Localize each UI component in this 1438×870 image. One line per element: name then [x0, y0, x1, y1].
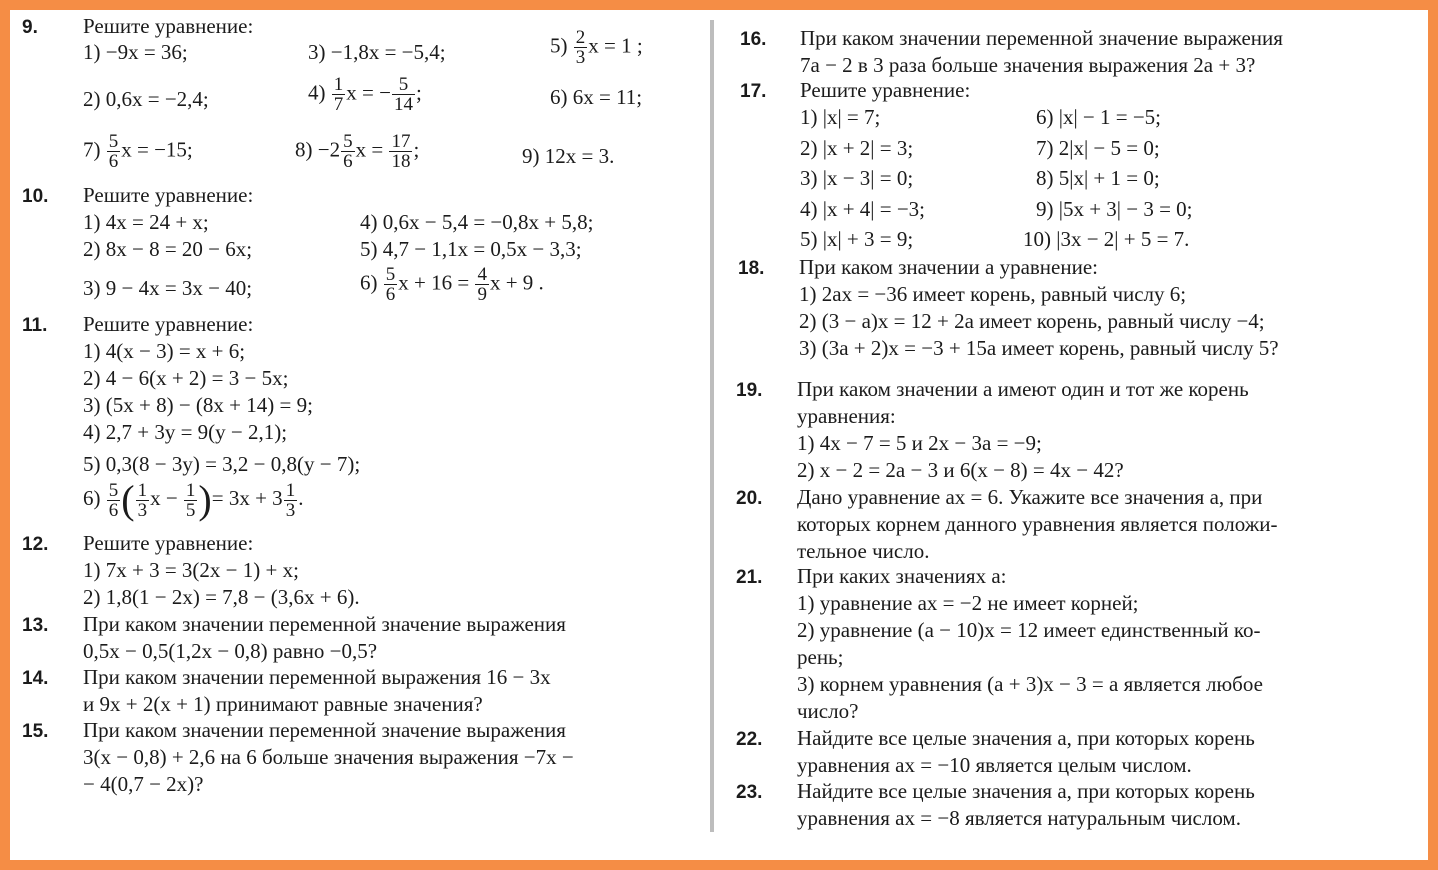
problem-text: 1) 4x − 7 = 5 и 2x − 3a = −9;: [797, 431, 1042, 455]
problem-text: 2) (3 − a)x = 12 + 2a имеет корень, равный числу −4;: [799, 309, 1265, 333]
problem-number: 22.: [736, 729, 763, 750]
equation: 3) 9 − 4x = 3x − 40;: [83, 276, 253, 300]
problem-number: 18.: [738, 258, 765, 279]
equation: 6) $\frac{5}{6}$ x + 16 = $\frac{4}{9}$ x + 9 .: [360, 264, 544, 305]
problem-text: 2) уравнение (a − 10)x = 12 имеет единственный ко-: [797, 618, 1261, 642]
problem-text: уравнения ax = −10 является целым числом.: [797, 753, 1192, 777]
equation: 6) |x| − 1 = −5;: [1036, 105, 1162, 129]
equation: 9) 12x = 3.: [522, 144, 615, 168]
equation: 1) 4x = 24 + x;: [83, 210, 209, 234]
problem-text: 3(x − 0,8) + 2,6 на 6 больше значения выражения −7x −: [83, 745, 574, 769]
equation: 4) 0,6x − 5,4 = −0,8x + 5,8;: [360, 210, 594, 234]
equation: 4) 2,7 + 3y = 9(y − 2,1);: [83, 420, 288, 444]
equation: 5) $\frac{2}{3}$ x = 1 ;: [550, 27, 643, 68]
problem-text: При каких значениях a:: [797, 564, 1007, 588]
equation: 1) 4(x − 3) = x + 6;: [83, 339, 246, 363]
problem-number: 10.: [22, 186, 49, 207]
problem-number: 16.: [740, 29, 767, 50]
problem-text: Дано уравнение ax = 6. Укажите все значения a, при: [797, 485, 1263, 509]
problem-text: При каком значении переменной значение выражения: [83, 612, 566, 636]
problem-number: 11.: [22, 315, 48, 336]
equation: 2) 4 − 6(x + 2) = 3 − 5x;: [83, 366, 289, 390]
problem-number: 9.: [22, 17, 38, 38]
equation: 1) −9x = 36;: [83, 40, 188, 64]
problem-text: При каком значении переменной выражения 16 − 3x: [83, 665, 551, 689]
equation: 8) −2 $\frac{5}{6}$ x = $\frac{17}{18}$ ;: [295, 131, 420, 172]
equation: 4) $\frac{1}{7}$ x = − $\frac{5}{14}$ ;: [308, 74, 422, 115]
equation: 6) $\frac{5}{6}$ ( $\frac{1}{3}$ x − $\frac{1}{5}$ )= 3x + 3 $\frac{1}{3}$ .: [83, 477, 304, 522]
problem-number: 13.: [22, 615, 49, 636]
problem-text: Найдите все целые значения a, при которых корень: [797, 726, 1255, 750]
problem-text: 1) 2ax = −36 имеет корень, равный числу 6;: [799, 282, 1187, 306]
equation: 5) 4,7 − 1,1x = 0,5x − 3,3;: [360, 237, 582, 261]
problem-text: 1) уравнение ax = −2 не имеет корней;: [797, 591, 1139, 615]
problem-number: 20.: [736, 488, 763, 509]
problem-text: При каком значении переменной значение выражения: [800, 26, 1283, 50]
problem-text: 3) (3a + 2)x = −3 + 15a имеет корень, равный числу 5?: [799, 336, 1279, 360]
problem-text: и 9x + 2(x + 1) принимают равные значения?: [83, 692, 483, 716]
problem-number: 14.: [22, 668, 49, 689]
equation: 5) 0,3(8 − 3y) = 3,2 − 0,8(y − 7);: [83, 452, 361, 476]
problem-text: Найдите все целые значения a, при которых корень: [797, 779, 1255, 803]
problem-text: 2) x − 2 = 2a − 3 и 6(x − 8) = 4x − 42?: [797, 458, 1124, 482]
problem-title: Решите уравнение:: [83, 183, 254, 207]
problem-text: число?: [797, 699, 859, 723]
equation: 8) 5|x| + 1 = 0;: [1036, 166, 1160, 190]
problem-text: тельное число.: [797, 539, 930, 563]
problem-title: Решите уравнение:: [83, 312, 254, 336]
problem-text: которых корнем данного уравнения является положи-: [797, 512, 1278, 536]
equation: 1) 7x + 3 = 3(2x − 1) + x;: [83, 558, 299, 582]
equation: 4) |x + 4| = −3;: [800, 197, 926, 221]
equation: 5) |x| + 3 = 9;: [800, 227, 914, 251]
equation: 2) 1,8(1 − 2x) = 7,8 − (3,6x + 6).: [83, 585, 360, 609]
equation: 1) |x| = 7;: [800, 105, 881, 129]
problem-text: − 4(0,7 − 2x)?: [83, 772, 204, 796]
problem-number: 23.: [736, 782, 763, 803]
column-divider: [710, 20, 714, 832]
equation: 9) |5x + 3| − 3 = 0;: [1036, 197, 1193, 221]
problem-text: 7a − 2 в 3 раза больше значения выражения 2a + 3?: [800, 53, 1256, 77]
equation: 3) (5x + 8) − (8x + 14) = 9;: [83, 393, 313, 417]
problem-number: 21.: [736, 567, 763, 588]
problem-text: уравнения:: [797, 404, 896, 428]
problem-text: уравнения ax = −8 является натуральным числом.: [797, 806, 1241, 830]
problem-text: 3) корнем уравнения (a + 3)x − 3 = a является любое: [797, 672, 1263, 696]
problem-number: 19.: [736, 380, 763, 401]
problem-text: При каком значении a имеют один и тот же корень: [797, 377, 1249, 401]
equation: 2) 8x − 8 = 20 − 6x;: [83, 237, 253, 261]
problem-text: При каком значении переменной значение выражения: [83, 718, 566, 742]
problem-title: Решите уравнение:: [83, 14, 254, 38]
equation: 10) |3x − 2| + 5 = 7.: [1023, 227, 1190, 251]
problem-number: 15.: [22, 721, 49, 742]
problem-number: 12.: [22, 534, 49, 555]
equation: 6) 6x = 11;: [550, 85, 643, 109]
equation: 7) $\frac{5}{6}$ x = −15;: [83, 131, 193, 172]
equation: 7) 2|x| − 5 = 0;: [1036, 136, 1160, 160]
equation: 2) |x + 2| = 3;: [800, 136, 914, 160]
equation: 2) 0,6x = −2,4;: [83, 87, 209, 111]
problem-text: 0,5x − 0,5(1,2x − 0,8) равно −0,5?: [83, 639, 378, 663]
equation: 3) |x − 3| = 0;: [800, 166, 914, 190]
problem-title: Решите уравнение:: [83, 531, 254, 555]
textbook-page: [10, 10, 1428, 860]
problem-text: рень;: [797, 645, 844, 669]
problem-text: При каком значении a уравнение:: [799, 255, 1098, 279]
problem-title: Решите уравнение:: [800, 78, 971, 102]
problem-number: 17.: [740, 81, 767, 102]
equation: 3) −1,8x = −5,4;: [308, 40, 446, 64]
